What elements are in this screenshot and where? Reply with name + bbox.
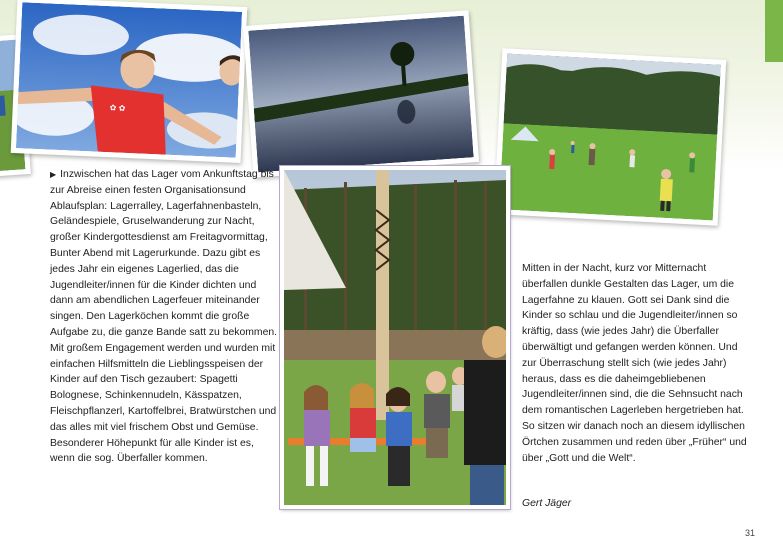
intro-text: Inzwischen hat das Lager vom Ankunftstag bis zur Abreise einen festen Organisationsund Ablaufsplan: Lagerralley, Lagerfahnenbasteln, Geländespiele, Gruselwanderung zur Nacht, großer Kindergottesdienst am Freitagvormittag, Bunter Abend mit Lagerurkunde. Dazu gibt es jedes Jahr ein eigenes Lagerlied, das die Jugendleiter/innen für die Kinder dichten und dann am abendlichen Lagerfeuer miteinander singen. Den Lagerköchen kommt die große Aufgabe zu, die ganze Bande satt zu bekommen. (50, 169, 278, 338)
author-signature: Gert Jäger (522, 498, 572, 509)
page-number: 31 (745, 528, 756, 538)
photo-boy (11, 0, 248, 163)
photo-field (494, 48, 726, 225)
food-paragraph: Mit großem Engagement werden und wurden mit einfachen Hilfsmitteln die Lieblingsspeisen der Kinder auf den Tisch gezaubert: Spagetti Bolognese, Schinkennudeln, Kässpatzen, Fleischpflanzerl, Kartoffelbrei, Bratwürstchen und das alles mit viel frischem Obst und Gemüse. Besonderer Höhepunkt für alle Kinder ist es, wenn die sog. Überfaller kommen. (50, 342, 277, 465)
svg-text:✿ ✿: ✿ ✿ (109, 103, 126, 113)
left-column (50, 167, 278, 467)
intro-paragraph (50, 167, 278, 341)
triangle-bullet-icon: ▶ (50, 170, 57, 179)
night-paragraph: Mitten in der Nacht, kurz vor Mitternacht überfallen dunkle Gestalten das Lager, um die Lagerfahne zu klauen. Gott sei Dank sind die Kinder so schlau und die Jugendleiter/innen so kräftig, dass (wie jedes Jahr) die Überfaller überwältigt und gefangen werden können. Und zur Überraschung stellt sich (wie jedes Jahr) heraus, dass es die daheimgebliebenen Jugendleiter/innen sind, die die Sehnsucht nach dem romantischen Lagerleben hergetrieben hat. So sitzen wir danach noch an diesem idyllischen Örtchen zusammen und reden über „Früher“ und über „Gott und die Welt“. (522, 263, 747, 464)
photo-kids-pole (280, 166, 510, 509)
right-column (522, 261, 754, 466)
photo-lake (243, 10, 479, 177)
accent-tab (765, 0, 783, 62)
